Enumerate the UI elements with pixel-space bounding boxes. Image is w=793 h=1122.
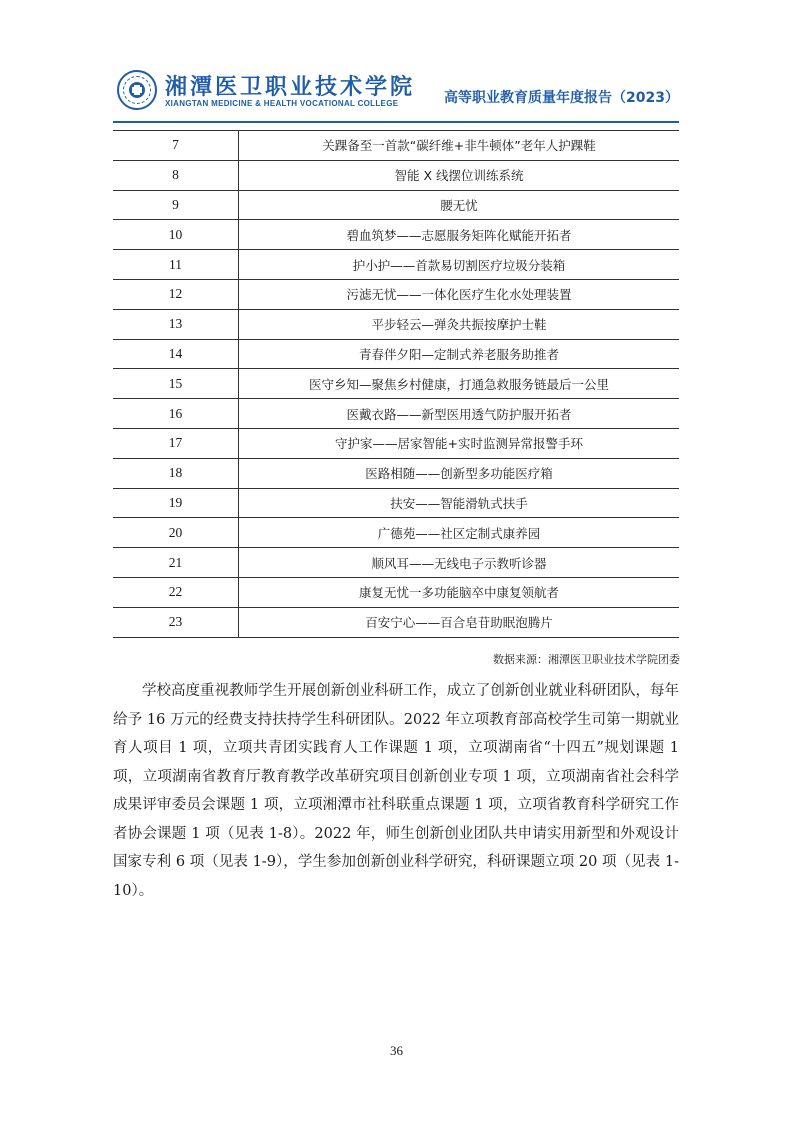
project-title: 扶安——智能滑轨式扶手 (239, 488, 680, 518)
project-title: 医戴衣路——新型医用透气防护服开拓者 (239, 399, 680, 429)
row-number: 20 (113, 518, 239, 548)
table-row (113, 190, 679, 220)
table-row (113, 220, 679, 250)
project-title: 守护家——居家智能+实时监测异常报警手环 (239, 428, 680, 458)
header-divider (113, 121, 679, 123)
table-row (113, 577, 679, 607)
project-title: 护小护——首款易切割医疗垃圾分装箱 (239, 250, 680, 280)
project-title: 智能 X 线摆位训练系统 (239, 160, 680, 190)
project-title: 医路相随——创新型多功能医疗箱 (239, 458, 680, 488)
page-number: 36 (390, 1043, 403, 1058)
table-row (113, 369, 679, 399)
row-number: 16 (113, 399, 239, 429)
row-number: 17 (113, 428, 239, 458)
project-title: 平步轻云—弹灸共振按摩护士鞋 (239, 309, 680, 339)
table-row (113, 339, 679, 369)
project-title: 碧血筑梦——志愿服务矩阵化赋能开拓者 (239, 220, 680, 250)
school-name-en: XIANGTAN MEDICINE & HEALTH VOCATIONAL COLLEGE (165, 99, 399, 108)
table-row (113, 160, 679, 190)
row-number: 22 (113, 577, 239, 607)
project-title: 污滤无忧——一体化医疗生化水处理装置 (239, 279, 680, 309)
project-title: 关踝备至一首款“碳纤维+非牛顿体”老年人护踝鞋 (239, 131, 680, 161)
table-row (113, 250, 679, 280)
school-name-cn: 湘潭医卫职业技术学院 (165, 74, 416, 100)
table-row (113, 518, 679, 548)
project-title: 百安宁心——百合皂苷助眠泡腾片 (239, 607, 680, 637)
project-title: 医守乡知—聚焦乡村健康，打通急救服务链最后一公里 (239, 369, 680, 399)
table-row (113, 607, 679, 637)
project-title: 腰无忧 (239, 190, 680, 220)
row-number: 9 (113, 190, 239, 220)
table-row (113, 548, 679, 578)
body-paragraph: 学校高度重视教师学生开展创新创业科研工作，成立了创新创业就业科研团队，每年给予 16 万元的经费支持扶持学生科研团队。2022 年立项教育部高校学生司第一期就业育人项目 1 项，立项共青团实践育人工作课题 1 项，立项湖南省“十四五”规划课题 1 项，立项湖南省教育厅教育教学改革研究项目创新创业专项 1 项，立项湖南省社会科学成果评审委员会课题 1 项，立项湘潭市社科联重点课题 1 项，立项省教育科学研究工作者协会课题 1 项（见表 1-8）。2022 年，师生创新创业团队共申请实用新型和外观设计国家专利 6 项（见表 1-9），学生参加创新创业科学研究，科研课题立项 20 项（见表 1-10）。 (113, 683, 679, 899)
row-number: 7 (113, 131, 239, 161)
row-number: 23 (113, 607, 239, 637)
table-row (113, 131, 679, 161)
table-row (113, 428, 679, 458)
project-title: 顺风耳——无线电子示教听诊器 (239, 548, 680, 578)
body-text (113, 677, 679, 905)
data-source-note: 数据来源：湘潭医卫职业技术学院团委 (493, 653, 680, 666)
row-number: 11 (113, 250, 239, 280)
project-title: 康复无忧一多功能脑卒中康复领航者 (239, 577, 680, 607)
report-title: 高等职业教育质量年度报告（2023） (444, 90, 679, 106)
row-number: 15 (113, 369, 239, 399)
page-header (113, 62, 679, 120)
row-number: 14 (113, 339, 239, 369)
school-seal-icon (117, 70, 157, 110)
row-number: 21 (113, 548, 239, 578)
row-number: 18 (113, 458, 239, 488)
project-title: 广德苑——社区定制式康养园 (239, 518, 680, 548)
row-number: 8 (113, 160, 239, 190)
row-number: 10 (113, 220, 239, 250)
table-row (113, 488, 679, 518)
table-row (113, 458, 679, 488)
row-number: 12 (113, 279, 239, 309)
row-number: 19 (113, 488, 239, 518)
table-row (113, 309, 679, 339)
project-title: 青春伴夕阳—定制式养老服务助推者 (239, 339, 680, 369)
row-number: 13 (113, 309, 239, 339)
project-table (113, 130, 679, 638)
table-row (113, 399, 679, 429)
table-row (113, 279, 679, 309)
